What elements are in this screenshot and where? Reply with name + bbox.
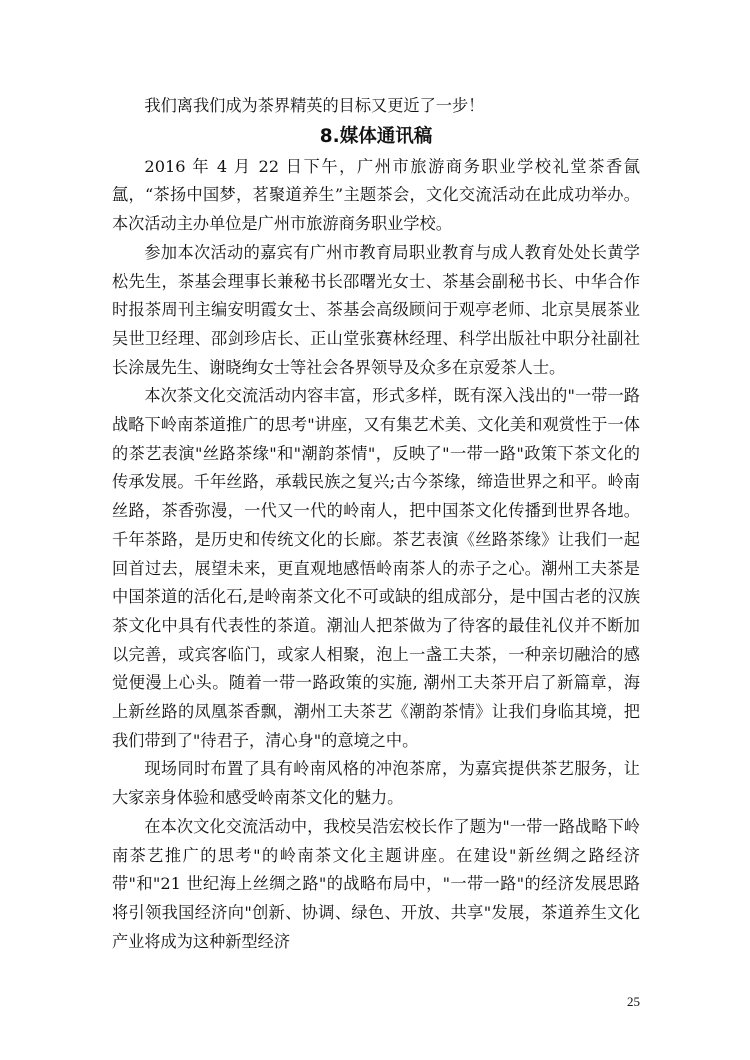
paragraph-intro: 2016 年 4 月 22 日下午，广州市旅游商务职业学校礼堂茶香氤氲，“茶扬中国梦，茗聚道养生”主题茶会，文化交流活动在此成功举办。本次活动主办单位是广州市旅游商务职业学校。 <box>112 156 640 234</box>
paragraph-activities: 本次茶文化交流活动内容丰富，形式多样，既有深入浅出的"一带一路战略下岭南茶道推广的思考"讲座，又有集艺术美、文化美和观赏性于一体的茶艺表演"丝路茶缘"和"潮韵茶情"，反映了"一带一路"政策下茶文化的传承发展。千年丝路，承载民族之复兴;古今茶缘，缔造世界之和平。岭南丝路，茶香弥漫，一代又一代的岭南人，把中国茶文化传播到世界各地。千年茶路，是历史和传统文化的长廊。茶艺表演《丝路茶缘》让我们一起回首过去，展望未来，更直观地感悟岭南茶人的赤子之心。潮州工夫茶是中国茶道的活化石,是岭南茶文化不可或缺的组成部分，是中国古老的汉族茶文化中具有代表性的茶道。潮汕人把茶做为了待客的最佳礼仪并不断加以完善，或宾客临门，或家人相聚，泡上一盏工夫茶，一种亲切融洽的感觉便漫上心头。随着一带一路政策的实施, 潮州工夫茶开启了新篇章，海上新丝路的凤凰茶香飘，潮州工夫茶艺《潮韵茶情》让我们身临其境，把我们带到了"待君子，清心身"的意境之中。 <box>112 386 640 750</box>
page-number: 25 <box>627 994 640 1009</box>
document-body <box>112 92 640 956</box>
opening-line: 我们离我们成为茶界精英的目标又更近了一步！ <box>144 96 485 115</box>
paragraph-guests: 参加本次活动的嘉宾有广州市教育局职业教育与成人教育处处长黄学松先生，茶基会理事长兼秘书长邵曙光女士、茶基会副秘书长、中华合作时报茶周刊主编安明霞女士、茶基会高级顾问于观亭老师、北京昊展茶业吴世卫经理、邵剑珍店长、正山堂张赛林经理、科学出版社中职分社副社长涂晟先生、谢晓绚女士等社会各界领导及众多在京爱茶人士。 <box>112 242 640 377</box>
paragraph-lecture: 在本次文化交流活动中，我校吴浩宏校长作了题为"一带一路战略下岭南茶艺推广的思考"的岭南茶文化主题讲座。在建设"新丝绸之路经济带"和"21 世纪海上丝绸之路"的战略布局中，"一带一路"的经济发展思路将引领我国经济向"创新、协调、绿色、开放、共享"发展，茶道养生文化产业将成为这种新型经济 <box>112 816 640 951</box>
paragraph-tea-seats: 现场同时布置了具有岭南风格的冲泡茶席，为嘉宾提供茶艺服务，让大家亲身体验和感受岭南茶文化的魅力。 <box>112 759 640 808</box>
section-title: 8.媒体通讯稿 <box>319 125 433 147</box>
